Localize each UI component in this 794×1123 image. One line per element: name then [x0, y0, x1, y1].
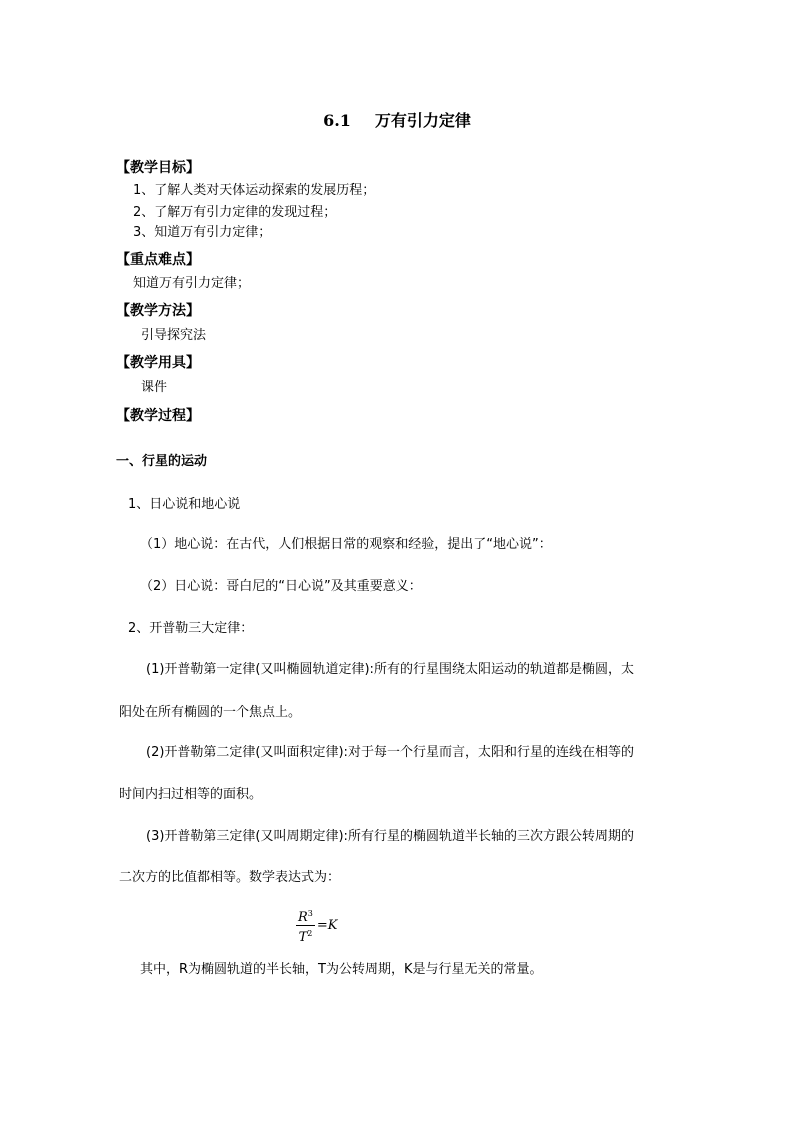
- subsection-title: 2、开普勒三大定律：: [128, 621, 254, 636]
- title-text: 万有引力定律: [374, 111, 471, 130]
- tools-text: 课件: [141, 380, 168, 395]
- law1-line2: 阳处在所有椭圆的一个焦点上。: [119, 705, 302, 720]
- heliocentric-item: （2）日心说：哥白尼的“日心说”及其重要意义：: [140, 579, 422, 594]
- formula-den-var: T: [298, 930, 308, 945]
- title-number: 6.1: [323, 111, 351, 130]
- law2-line2: 时间内扫过相等的面积。: [119, 787, 263, 802]
- objective-item: 1、了解人类对天体运动探索的发展历程；: [133, 183, 376, 198]
- objective-item: 2、了解万有引力定律的发现过程；: [133, 205, 337, 220]
- law2-line1: (2)开普勒第二定律(又叫面积定律):对于每一个行星而言，太阳和行星的连线在相等的: [146, 745, 634, 760]
- formula-fraction: [296, 906, 315, 945]
- section-heading: 一、行星的运动: [116, 454, 208, 469]
- formula-den-exp: 2: [307, 929, 313, 938]
- tools-header: 【教学用具】: [116, 355, 200, 371]
- method-text: 引导探究法: [141, 328, 207, 343]
- process-header: 【教学过程】: [116, 408, 200, 424]
- subsection-title: 1、日心说和地心说: [128, 497, 241, 512]
- method-header: 【教学方法】: [116, 303, 200, 319]
- objective-item: 3、知道万有引力定律；: [133, 225, 272, 240]
- kepler-formula: [296, 906, 338, 945]
- formula-denominator: [296, 926, 315, 945]
- geocentric-item: （1）地心说：在古代，人们根据日常的观察和经验，提出了“地心说”：: [140, 537, 552, 552]
- page-title: [0, 108, 794, 131]
- keypoints-header: 【重点难点】: [116, 252, 200, 268]
- law1-line1: (1)开普勒第一定律(又叫椭圆轨道定律):所有的行星围绕太阳运动的轨道都是椭圆，太: [146, 662, 634, 677]
- formula-numerator: [296, 906, 315, 926]
- law3-line1: (3)开普勒第三定律(又叫周期定律):所有行星的椭圆轨道半长轴的三次方跟公转周期的: [146, 829, 634, 844]
- keypoints-text: 知道万有引力定律；: [133, 276, 251, 291]
- formula-rhs: =K: [316, 918, 338, 933]
- formula-note: 其中，R为椭圆轨道的半长轴，T为公转周期，K是与行星无关的常量。: [140, 962, 543, 977]
- formula-num-exp: 3: [307, 909, 313, 918]
- formula-num-var: R: [298, 910, 308, 925]
- objectives-header: 【教学目标】: [116, 160, 200, 176]
- law3-line2: 二次方的比值都相等。数学表达式为：: [119, 870, 341, 885]
